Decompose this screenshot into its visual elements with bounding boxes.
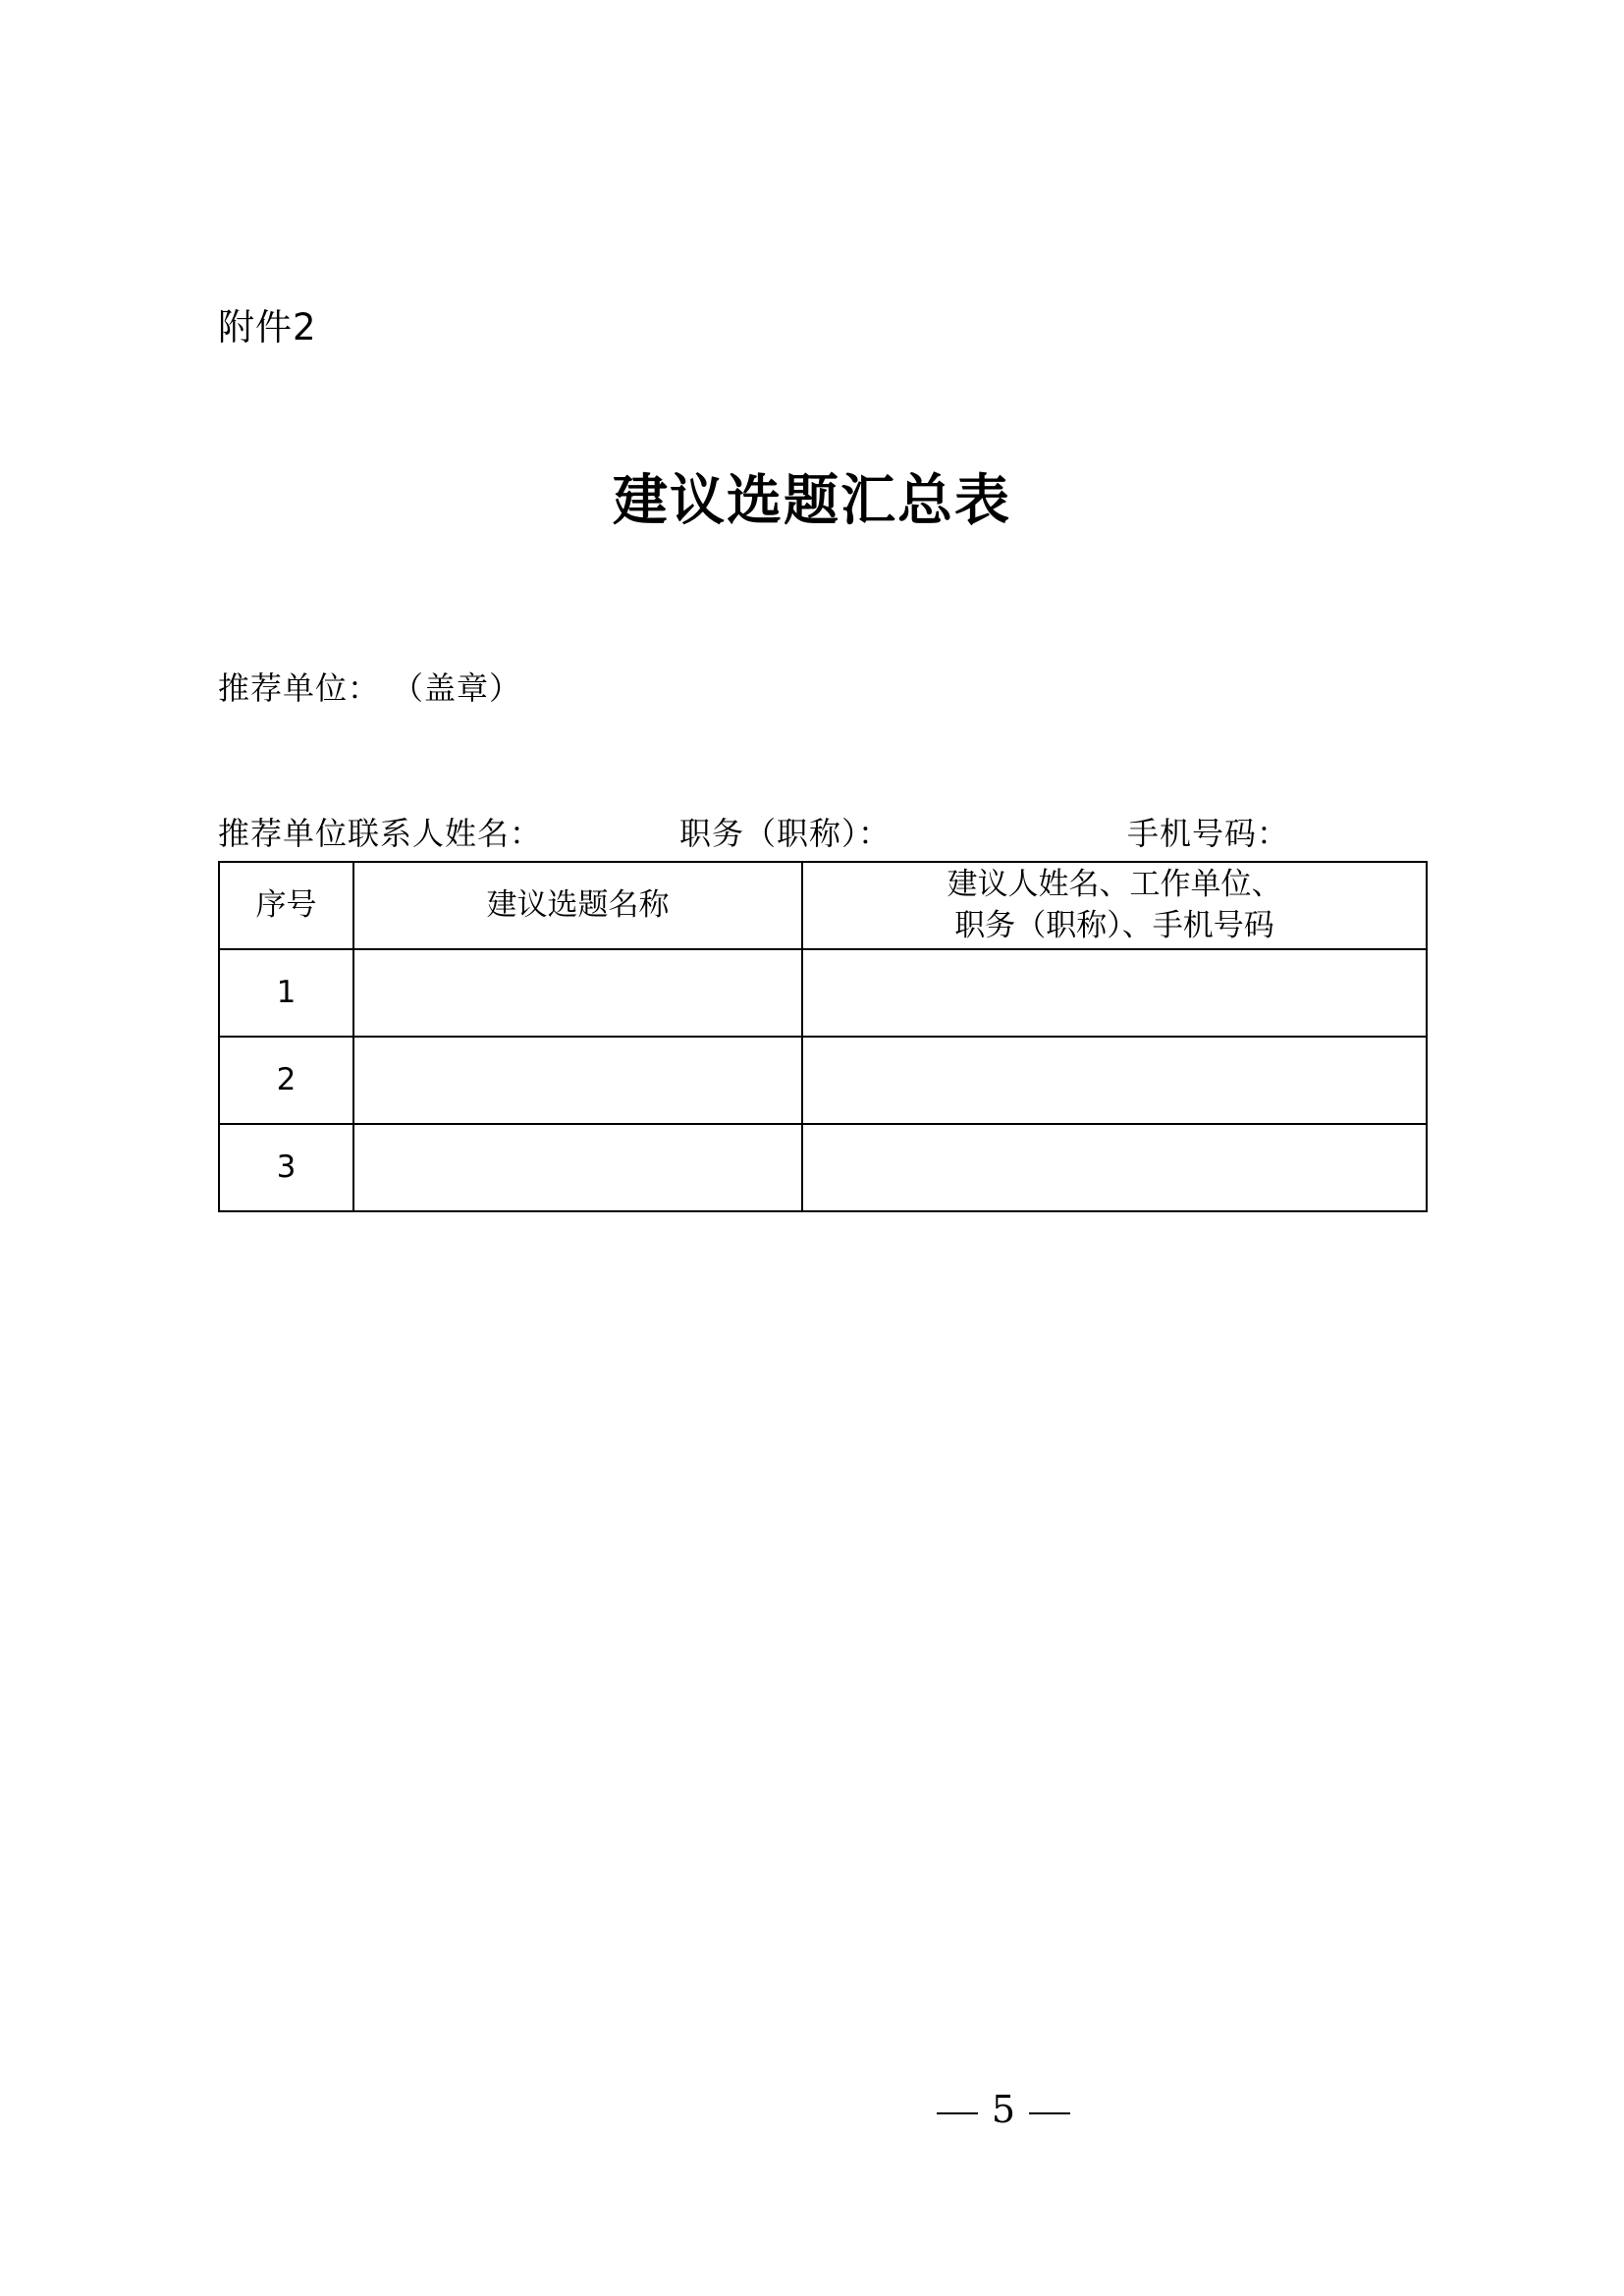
row-topic-cell[interactable] — [353, 1037, 802, 1124]
contact-position-label: 职务（职称）： — [679, 815, 892, 852]
page-number-dash-right — [1029, 2112, 1070, 2114]
header-info — [802, 862, 1427, 949]
table-row — [219, 1124, 1427, 1211]
table-row — [219, 949, 1427, 1037]
row-info-cell[interactable] — [802, 1124, 1427, 1211]
row-no: 1 — [219, 949, 353, 1037]
seal-note: （盖章） — [407, 669, 522, 707]
header-no: 序号 — [219, 862, 353, 949]
recommend-unit-line — [218, 669, 522, 707]
header-info-line2: 职务（职称）、手机号码 — [954, 907, 1274, 943]
page-number-value: 5 — [991, 2088, 1016, 2131]
summary-table — [218, 861, 1428, 1212]
page-number — [0, 2088, 1624, 2131]
page-title: 建议选题汇总表 — [613, 468, 1011, 533]
table-header-row — [219, 862, 1427, 949]
row-topic-cell[interactable] — [353, 949, 802, 1037]
header-info-line1: 建议人姓名、工作单位、 — [947, 866, 1282, 902]
attachment-label: 附件2 — [218, 306, 317, 348]
contact-name-label: 推荐单位联系人姓名： — [218, 815, 543, 852]
row-topic-cell[interactable] — [353, 1124, 802, 1211]
table-row — [219, 1037, 1427, 1124]
contact-phone-label: 手机号码： — [1127, 815, 1290, 852]
header-topic: 建议选题名称 — [353, 862, 802, 949]
row-no: 3 — [219, 1124, 353, 1211]
page-number-dash-left — [937, 2112, 978, 2114]
recommend-unit-label: 推荐单位： — [218, 669, 381, 707]
row-no: 2 — [219, 1037, 353, 1124]
row-info-cell[interactable] — [802, 1037, 1427, 1124]
row-info-cell[interactable] — [802, 949, 1427, 1037]
